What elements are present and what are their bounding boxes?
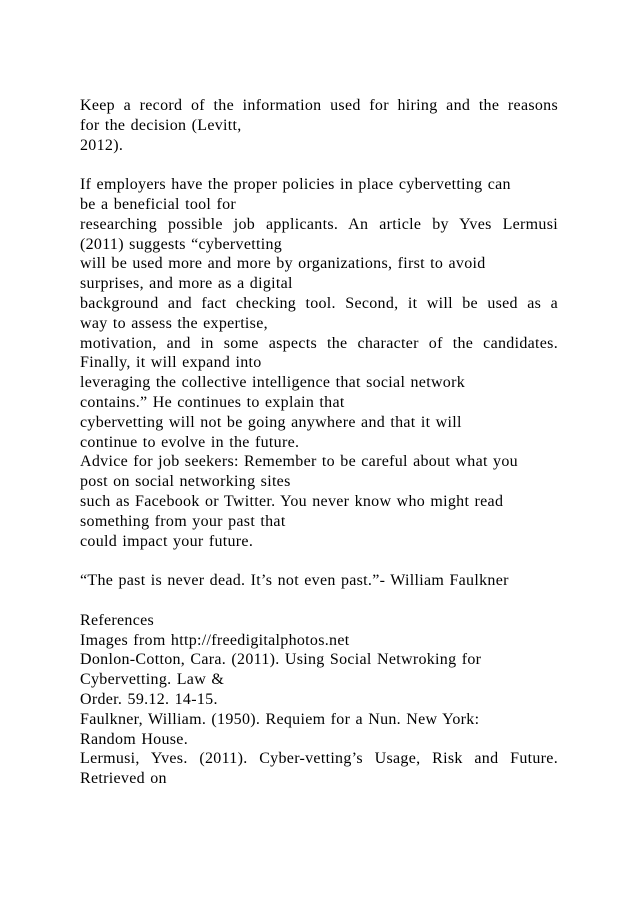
paragraph-spacer [80, 155, 560, 175]
paragraph-spacer [80, 591, 560, 611]
text-line: will be used more and more by organizations, first to avoid [80, 255, 486, 273]
text-line: continue to evolve in the future. [80, 433, 300, 451]
reference-line: Retrieved on [80, 770, 167, 788]
text-line: background and fact checking tool. Second, it will be used as a [80, 294, 558, 312]
text-line: post on social networking sites [80, 473, 291, 491]
text-line: could impact your future. [80, 532, 254, 550]
text-line: motivation, and in some aspects the character of the candidates. [80, 334, 558, 352]
text-line: (2011) suggests “cybervetting [80, 235, 283, 253]
text-line: Finally, it will expand into [80, 354, 262, 372]
quote-line: “The past is never dead. It’s not even past.”- William Faulkner [80, 572, 509, 590]
text-line: way to assess the expertise, [80, 314, 268, 332]
reference-line: Cybervetting. Law & [80, 671, 225, 689]
text-line: such as Facebook or Twitter. You never know who might read [80, 492, 504, 510]
text-line: be a beneficial tool for [80, 195, 237, 213]
text-line: If employers have the proper policies in place cybervetting can [80, 176, 511, 194]
text-line: for the decision (Levitt, [80, 116, 242, 134]
text-line: 2012). [80, 136, 124, 154]
reference-line: Donlon-Cotton, Cara. (2011). Using Social Netwroking for [80, 651, 482, 669]
document-body [80, 96, 560, 789]
reference-line: Random House. [80, 730, 189, 748]
text-line: contains.” He continues to explain that [80, 393, 345, 411]
reference-line: Faulkner, William. (1950). Requiem for a Nun. New York: [80, 710, 480, 728]
text-line: Keep a record of the information used for hiring and the reasons [80, 97, 558, 114]
text-line: leveraging the collective intelligence that social network [80, 374, 466, 392]
text-line: researching possible job applicants. An article by Yves Lermusi [80, 215, 558, 233]
reference-line: Images from http://freedigitalphotos.net [80, 631, 350, 649]
text-line: cybervetting will not be going anywhere and that it will [80, 413, 462, 431]
text-line: something from your past that [80, 512, 286, 530]
references-heading: References [80, 611, 155, 629]
text-line: surprises, and more as a digital [80, 275, 293, 293]
reference-line: Lermusi, Yves. (2011). Cyber-vetting’s Usage, Risk and Future. [80, 750, 558, 768]
reference-line: Order. 59.12. 14-15. [80, 690, 218, 708]
text-line: Advice for job seekers: Remember to be careful about what you [80, 453, 518, 471]
paragraph-spacer [80, 551, 560, 571]
